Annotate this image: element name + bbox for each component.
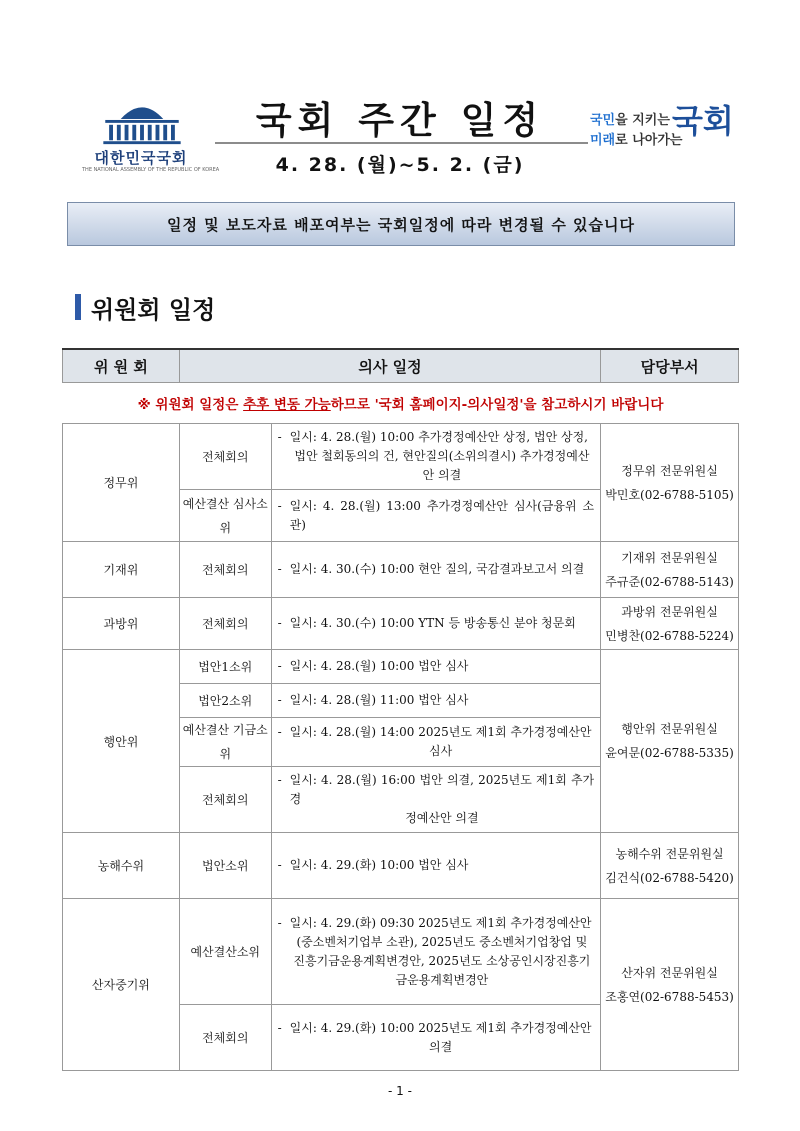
schedule-line bbox=[278, 856, 595, 875]
bullet-dash-icon: - bbox=[277, 430, 282, 444]
header-schedule: 의사 일정 bbox=[179, 349, 600, 383]
header-committee: 위 원 회 bbox=[63, 349, 180, 383]
bullet-dash-icon: - bbox=[277, 773, 282, 787]
table-row bbox=[63, 424, 739, 490]
dept-contact: 박민호(02-6788-5105) bbox=[605, 487, 734, 502]
schedule-line bbox=[278, 771, 595, 828]
schedule-text: 일시: 4. 29.(화) 10:00 법안 심사 bbox=[289, 858, 469, 872]
bullet-dash-icon: - bbox=[277, 562, 282, 576]
schedule-cell bbox=[271, 650, 601, 684]
dept-cell bbox=[601, 650, 739, 833]
meeting-type: 예산결산 심사소위 bbox=[179, 490, 271, 542]
dept-cell bbox=[601, 598, 739, 650]
committee-name: 과방위 bbox=[63, 598, 180, 650]
meeting-type: 전체회의 bbox=[179, 1005, 271, 1071]
schedule-text: 일시: 4. 30.(수) 10:00 YTN 등 방송통신 분야 청문회 bbox=[289, 616, 576, 630]
schedule-text-wrap bbox=[290, 856, 469, 875]
schedule-text: 일시: 4. 28.(월) 10:00 법안 심사 bbox=[289, 659, 469, 673]
bullet-dash-icon: - bbox=[277, 616, 282, 630]
meeting-type: 법안소위 bbox=[179, 833, 271, 899]
schedule-continuation: 법안 철회동의의 건, 현안질의(소위의결시) 추가경정예산안 의결 bbox=[294, 449, 590, 482]
schedule-text-wrap bbox=[290, 614, 576, 633]
title-divider bbox=[215, 142, 588, 144]
warning-part-b: 추후 변동 가능 bbox=[243, 397, 331, 413]
dept-cell bbox=[601, 899, 739, 1071]
dept-contact: 민병찬(02-6788-5224) bbox=[605, 628, 734, 643]
date-range: 4. 28. (월)~5. 2. (금) bbox=[275, 154, 525, 176]
schedule-cell bbox=[271, 684, 601, 718]
schedule-continuation: 심사 bbox=[429, 744, 453, 758]
committee-name: 산자중기위 bbox=[63, 899, 180, 1071]
slogan-rest-1: 을 지키는 bbox=[615, 113, 670, 128]
schedule-text: 일시: 4. 29.(화) 10:00 2025년도 제1회 추가경정예산안 bbox=[289, 1020, 592, 1035]
header-dept: 담당부서 bbox=[601, 349, 739, 383]
schedule-text-wrap bbox=[290, 657, 469, 676]
schedule-line bbox=[278, 614, 595, 633]
dept-office: 농해수위 전문위원실 bbox=[615, 846, 724, 861]
schedule-text-wrap bbox=[290, 771, 595, 828]
dept-cell bbox=[601, 542, 739, 598]
schedule-cell bbox=[271, 424, 601, 490]
meeting-type: 전체회의 bbox=[179, 767, 271, 833]
schedule-text-wrap bbox=[290, 497, 595, 535]
schedule-continuation: 정예산안 의결 bbox=[405, 811, 479, 825]
bullet-dash-icon: - bbox=[277, 659, 282, 673]
dept-contact: 윤여문(02-6788-5335) bbox=[605, 746, 734, 760]
schedule-text: 일시: 4. 28.(월) 11:00 법안 심사 bbox=[289, 693, 469, 707]
schedule-text-wrap bbox=[290, 691, 469, 710]
bullet-dash-icon: - bbox=[277, 498, 282, 513]
slogan-logo: 국회 bbox=[672, 102, 734, 140]
section-bar-icon bbox=[75, 294, 81, 320]
dept-office: 기재위 전문위원실 bbox=[621, 550, 718, 565]
page-title: 국회 주간 일정 bbox=[255, 99, 545, 142]
logo-title: 대한민국국회 bbox=[94, 149, 188, 167]
committee-name: 농해수위 bbox=[63, 833, 180, 899]
bullet-dash-icon: - bbox=[277, 725, 282, 739]
dept-office: 과방위 전문위원실 bbox=[621, 604, 718, 619]
schedule-continuation: 의결 bbox=[429, 1039, 453, 1054]
schedule-line bbox=[278, 657, 595, 676]
schedule-cell bbox=[271, 490, 601, 542]
schedule-cell bbox=[271, 542, 601, 598]
bullet-dash-icon: - bbox=[277, 915, 282, 930]
notice-banner: 일정 및 보도자료 배포여부는 국회일정에 따라 변경될 수 있습니다 bbox=[67, 202, 735, 246]
schedule-text: 일시: 4. 30.(수) 10:00 현안 질의, 국감결과보고서 의결 bbox=[289, 562, 585, 576]
meeting-type: 법안1소위 bbox=[179, 650, 271, 684]
dept-office: 산자위 전문위원실 bbox=[621, 965, 718, 980]
warning-text bbox=[63, 383, 739, 424]
schedule-text-wrap bbox=[290, 428, 595, 485]
schedule-text-wrap bbox=[290, 560, 585, 579]
schedule-line bbox=[278, 497, 595, 535]
slogan-word-2: 미래 bbox=[590, 133, 616, 148]
warning-row bbox=[63, 383, 739, 424]
page-number: - 1 - bbox=[388, 1084, 412, 1098]
warning-part-c: 하므로 '국회 홈페이지-의사일정'을 참고하시기 바랍니다 bbox=[330, 397, 664, 413]
section-heading bbox=[75, 292, 215, 322]
meeting-type: 예산결산 기금소위 bbox=[179, 718, 271, 767]
committee-name: 행안위 bbox=[63, 650, 180, 833]
warning-part-a: ※ 위원회 일정은 bbox=[137, 397, 244, 413]
committee-schedule-table bbox=[62, 348, 739, 1071]
table-header-row bbox=[63, 349, 739, 383]
bullet-dash-icon: - bbox=[277, 858, 282, 872]
schedule-line bbox=[278, 691, 595, 710]
table-row bbox=[63, 598, 739, 650]
bullet-dash-icon: - bbox=[277, 1020, 282, 1035]
dept-cell bbox=[601, 424, 739, 542]
table-row bbox=[63, 542, 739, 598]
table-row bbox=[63, 650, 739, 684]
dept-office: 행안위 전문위원실 bbox=[621, 722, 718, 736]
schedule-cell bbox=[271, 767, 601, 833]
schedule-continuation: (중소벤처기업부 소관), 2025년도 중소벤처기업창업 및 진흥기금운용계획변경안, 2025년도 소상공인시장진흥기금운용계획변경안 bbox=[293, 934, 591, 987]
dept-office: 정무위 전문위원실 bbox=[621, 463, 718, 478]
meeting-type: 전체회의 bbox=[179, 542, 271, 598]
schedule-line bbox=[278, 428, 595, 485]
schedule-text-wrap bbox=[290, 723, 592, 761]
slogan-rest-2: 로 나아가는 bbox=[615, 133, 683, 148]
schedule-cell bbox=[271, 1005, 601, 1071]
meeting-type: 전체회의 bbox=[179, 598, 271, 650]
schedule-line bbox=[278, 560, 595, 579]
schedule-text-wrap bbox=[290, 1019, 592, 1057]
schedule-cell bbox=[271, 718, 601, 767]
schedule-text: 일시: 4. 28.(월) 10:00 추가경정예산안 상정, 법안 상정, bbox=[289, 430, 588, 444]
schedule-text: 일시: 4. 28.(월) 16:00 법안 의결, 2025년도 제1회 추가경 bbox=[289, 773, 595, 806]
schedule-line bbox=[278, 1019, 595, 1057]
meeting-type: 전체회의 bbox=[179, 424, 271, 490]
bullet-dash-icon: - bbox=[277, 693, 282, 707]
schedule-line bbox=[278, 914, 595, 990]
schedule-text: 일시: 4. 28.(월) 13:00 추가경정예산안 심사(금융위 소관) bbox=[289, 498, 595, 532]
dept-contact: 조홍연(02-6788-5453) bbox=[605, 989, 734, 1004]
meeting-type: 예산결산소위 bbox=[179, 899, 271, 1005]
schedule-text: 일시: 4. 29.(화) 09:30 2025년도 제1회 추가경정예산안 bbox=[289, 915, 592, 930]
schedule-text-wrap bbox=[290, 914, 595, 990]
schedule-cell bbox=[271, 833, 601, 899]
national-assembly-logo-icon bbox=[82, 90, 202, 148]
committee-name: 기재위 bbox=[63, 542, 180, 598]
schedule-cell bbox=[271, 899, 601, 1005]
slogan-word-1: 국민 bbox=[590, 113, 616, 128]
dept-cell bbox=[601, 833, 739, 899]
schedule-line bbox=[278, 723, 595, 761]
meeting-type: 법안2소위 bbox=[179, 684, 271, 718]
schedule-text: 일시: 4. 28.(월) 14:00 2025년도 제1회 추가경정예산안 bbox=[289, 725, 592, 739]
dept-contact: 김건식(02-6788-5420) bbox=[605, 870, 734, 885]
logo-subtitle: THE NATIONAL ASSEMBLY OF THE REPUBLIC OF KOREA bbox=[82, 167, 220, 173]
schedule-cell bbox=[271, 598, 601, 650]
section-title: 위원회 일정 bbox=[91, 295, 216, 324]
table-row bbox=[63, 899, 739, 1005]
slogan bbox=[590, 111, 682, 151]
dept-contact: 주규준(02-6788-5143) bbox=[605, 574, 734, 589]
table-row bbox=[63, 833, 739, 899]
committee-name: 정무위 bbox=[63, 424, 180, 542]
